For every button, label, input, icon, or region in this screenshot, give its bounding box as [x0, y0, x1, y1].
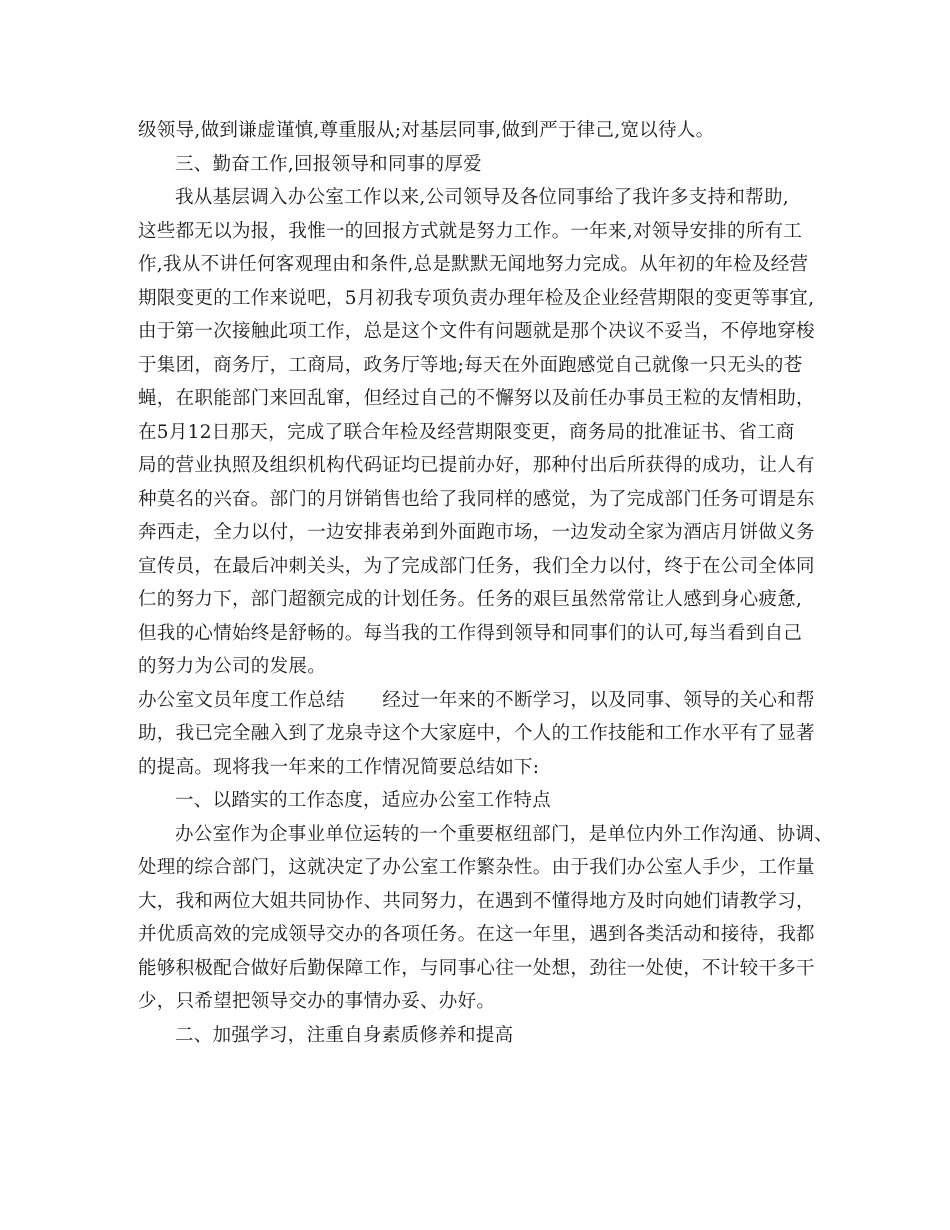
text-line: 的提高。现将我一年来的工作情况简要总结如下: [138, 756, 540, 778]
text-line: 并优质高效的完成领导交办的各项任务。在这一年里，遇到各类活动和接待，我都 [138, 924, 815, 945]
text-line: 助，我已完全融入到了龙泉寺这个大家庭中，个人的工作技能和工作水平有了显著 [138, 723, 815, 744]
text-line: 办公室文员年度工作总结 经过一年来的不断学习，以及同事、领导的关心和帮 [138, 689, 815, 711]
text-line: 三、勤奋工作,回报领导和同事的厚爱 [175, 153, 482, 175]
text-line: 作,我从不讲任何客观理由和条件,总是默默无闻地努力完成。从年初的年检及经营 [138, 254, 809, 275]
document-body [138, 114, 838, 1052]
text-line: 种莫名的兴奋。部门的月饼销售也给了我同样的感觉，为了完成部门任务可谓是东 [138, 488, 815, 510]
text-line: 少，只希望把领导交办的事情办妥、办好。 [138, 991, 496, 1012]
text-line: 蝇，在职能部门来回乱窜，但经过自己的不懈努以及前任办事员王粒的友情相助， [138, 388, 815, 409]
text-line: 大，我和两位大姐共同协作、共同努力，在遇到不懂得地方及时向她们请教学习， [138, 890, 815, 912]
text-line: 二、加强学习，注重自身素质修养和提高 [175, 1024, 514, 1046]
text-line: 级领导,做到谦虚谨慎,尊重服从;对基层同事,做到严于律己,宽以待人。 [138, 120, 715, 141]
text-line: 在5月12日那天，完成了联合年检及经营期限变更，商务局的批准证书、省工商 [138, 421, 795, 443]
text-line: 仁的努力下，部门超额完成的计划任务。任务的艰巨虽然常常让人感到身心疲惫, [138, 589, 803, 610]
text-line: 的努力为公司的发展。 [138, 656, 327, 677]
text-line: 期限变更的工作来说吧，5月初我专项负责办理年检及企业经营期限的变更等事宜, [138, 287, 815, 309]
text-line: 办公室作为企事业单位运转的一个重要枢纽部门，是单位内外工作沟通、协调、 [175, 823, 834, 845]
text-line: 一、以踏实的工作态度，适应办公室工作特点 [175, 790, 552, 811]
text-line: 奔西走，全力以付，一边安排表弟到外面跑市场，一边发动全家为酒店月饼做义务 [138, 522, 815, 543]
text-line: 于集团，商务厅，工商局，政务厅等地;每天在外面跑感觉自己就像一只无头的苍 [138, 354, 803, 376]
text-line: 我从基层调入办公室工作以来,公司领导及各位同事给了我许多支持和帮助, [175, 187, 789, 208]
text-line: 局的营业执照及组织机构代码证均已提前办好，那种付出后所获得的成功，让人有 [138, 455, 815, 476]
text-line: 宣传员，在最后冲刺关头，为了完成部门任务，我们全力以付，终于在公司全体同 [138, 555, 815, 577]
text-line: 由于第一次接触此项工作，总是这个文件有问题就是那个决议不妥当，不停地穿梭 [138, 321, 815, 342]
text-line: 能够积极配合做好后勤保障工作，与同事心往一处想，劲往一处使，不计较干多干 [138, 957, 815, 979]
text-line: 处理的综合部门，这就决定了办公室工作繁杂性。由于我们办公室人手少，工作量 [138, 857, 815, 878]
text-line: 这些都无以为报，我惟一的回报方式就是努力工作。一年来,对领导安排的所有工 [138, 220, 803, 242]
text-line: 但我的心情始终是舒畅的。每当我的工作得到领导和同事们的认可,每当看到自己 [138, 622, 803, 644]
